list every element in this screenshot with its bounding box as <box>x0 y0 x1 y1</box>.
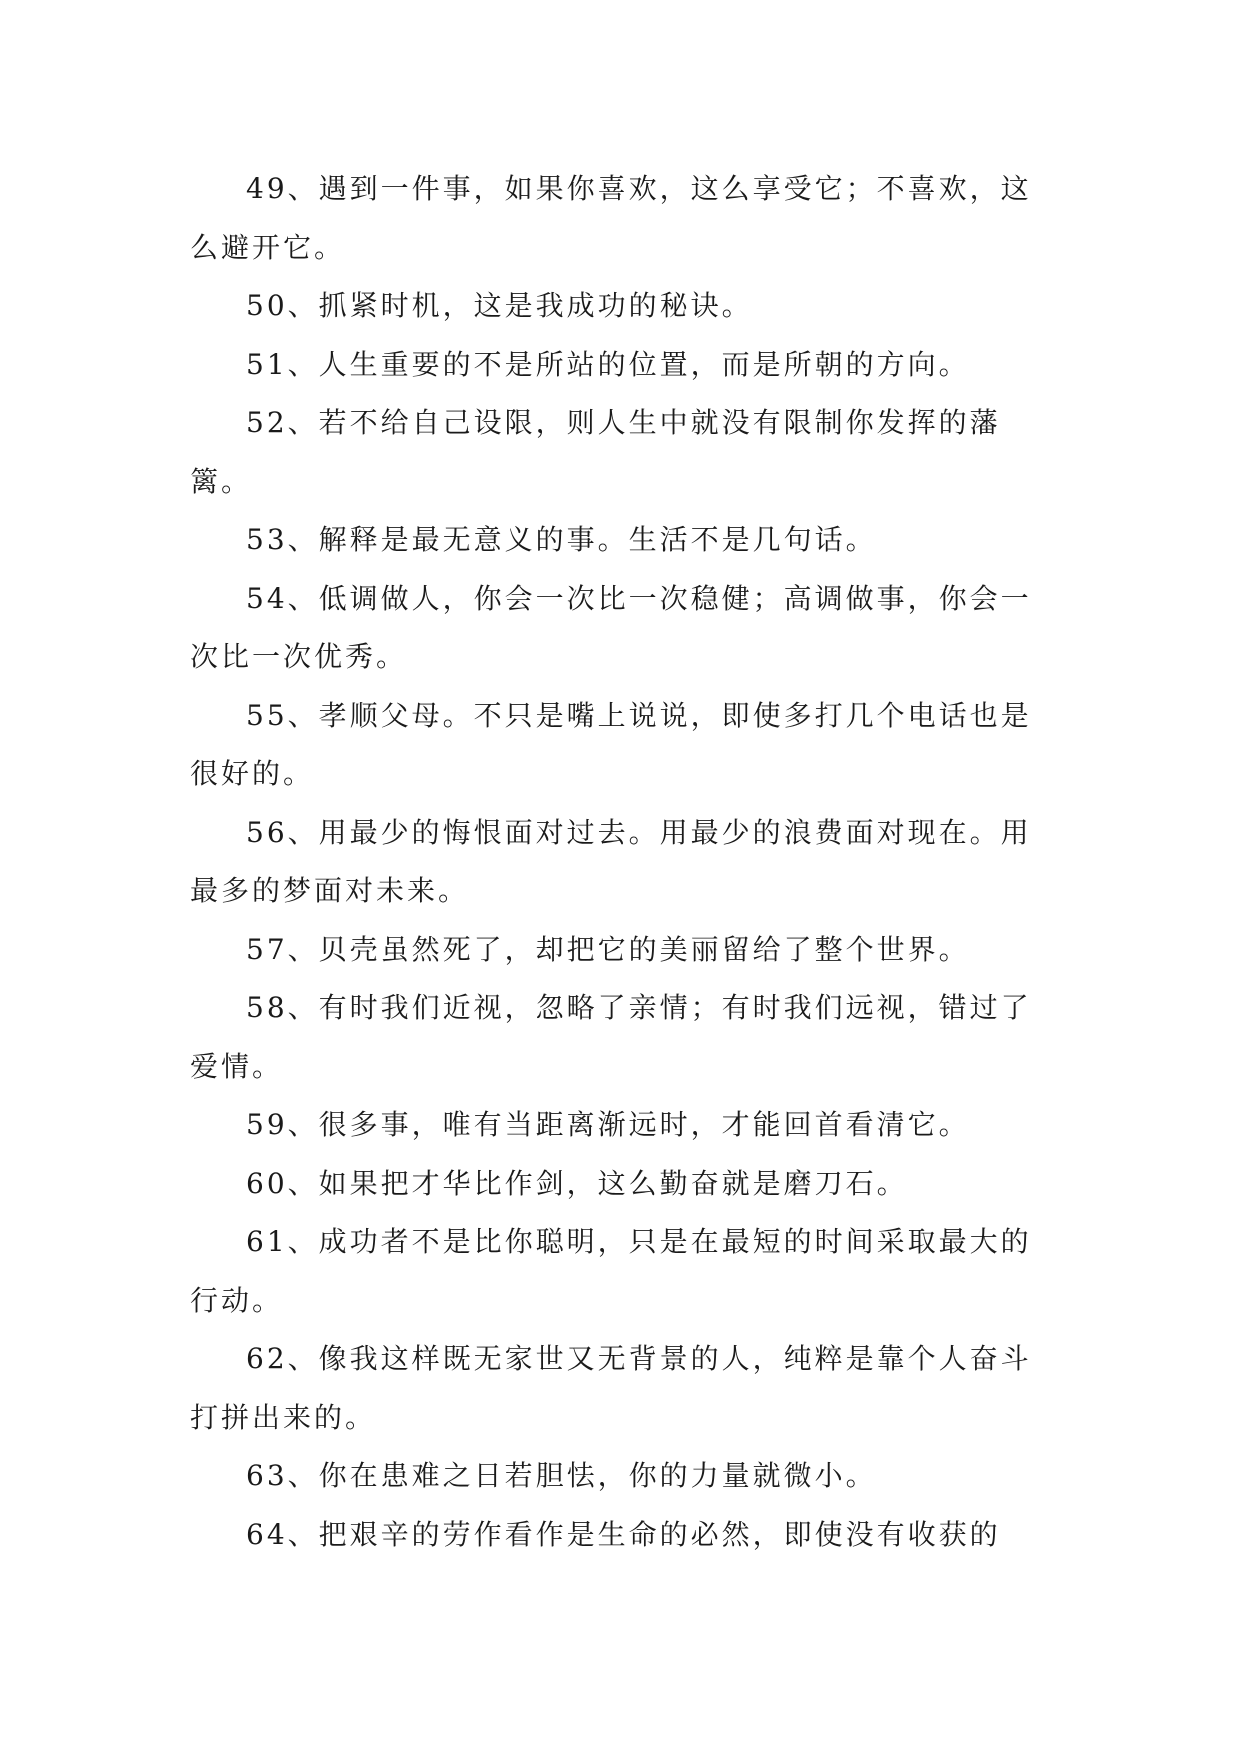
paragraph-64: 64、把艰辛的劳作看作是生命的必然，即使没有收获的 <box>246 1517 1001 1551</box>
document-page <box>190 160 1060 1564</box>
paragraph-57: 57、贝壳虽然死了，却把它的美丽留给了整个世界。 <box>246 932 970 966</box>
paragraph-55: 55、孝顺父母。不只是嘴上说说，即使多打几个电话也是很好的。 <box>190 698 1032 790</box>
paragraph-56: 56、用最少的悔恨面对过去。用最少的浪费面对现在。用最多的梦面对未来。 <box>190 815 1032 907</box>
paragraph-58: 58、有时我们近视，忽略了亲情；有时我们远视，错过了爱情。 <box>190 991 1032 1083</box>
paragraph-52: 52、若不给自己设限，则人生中就没有限制你发挥的藩篱。 <box>190 406 1001 498</box>
paragraph-51: 51、人生重要的不是所站的位置，而是所朝的方向。 <box>246 347 970 381</box>
paragraph-60: 60、如果把才华比作剑，这么勤奋就是磨刀石。 <box>246 1166 908 1200</box>
paragraph-62: 62、像我这样既无家世又无背景的人，纯粹是靠个人奋斗打拼出来的。 <box>190 1342 1032 1434</box>
paragraph-50: 50、抓紧时机，这是我成功的秘诀。 <box>246 289 753 322</box>
paragraph-61: 61、成功者不是比你聪明，只是在最短的时间采取最大的行动。 <box>190 1225 1032 1317</box>
paragraph-49: 49、遇到一件事，如果你喜欢，这么享受它；不喜欢，这么避开它。 <box>190 172 1032 264</box>
paragraph-53: 53、解释是最无意义的事。生活不是几句话。 <box>246 523 877 556</box>
paragraph-63: 63、你在患难之日若胆怯，你的力量就微小。 <box>246 1459 877 1492</box>
paragraph-54: 54、低调做人，你会一次比一次稳健；高调做事，你会一次比一次优秀。 <box>190 581 1032 673</box>
paragraph-59: 59、很多事，唯有当距离渐远时，才能回首看清它。 <box>246 1108 970 1141</box>
